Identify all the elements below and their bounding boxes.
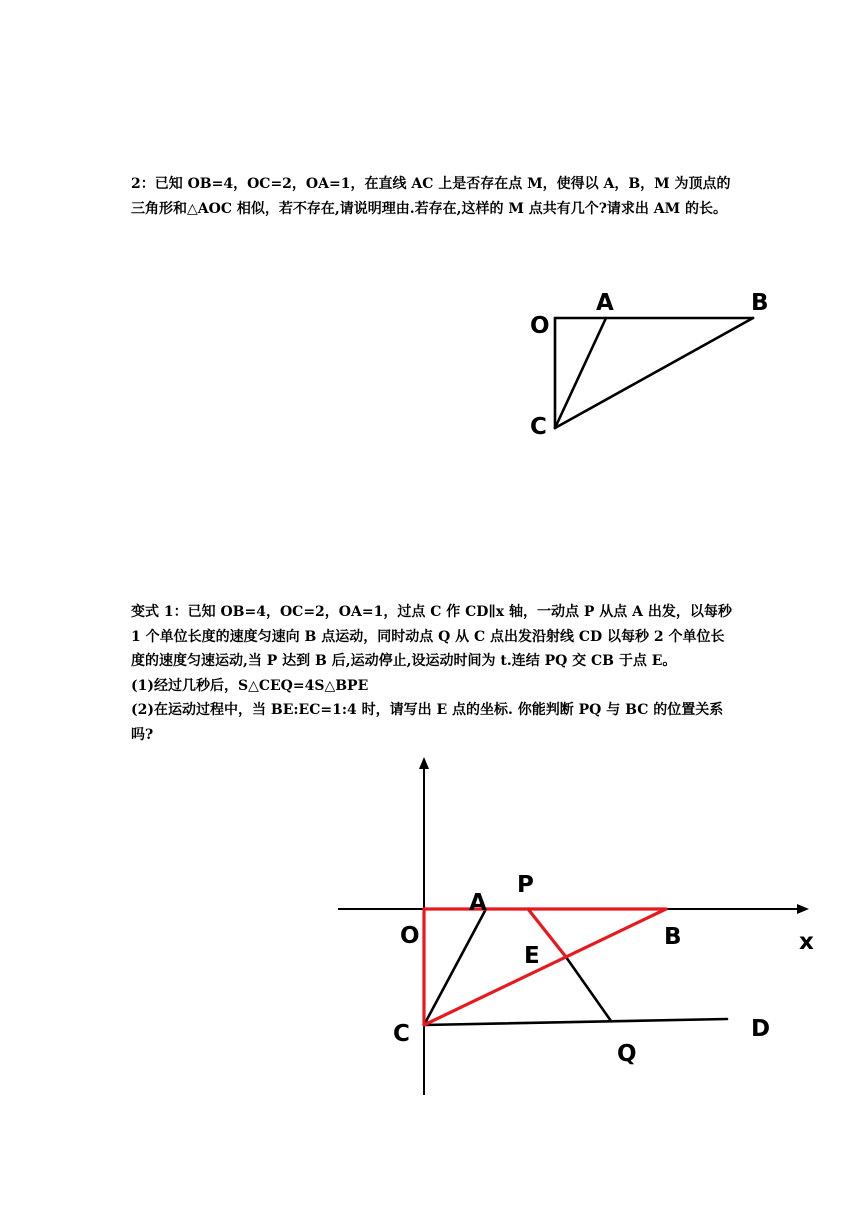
- label-c-2: C: [393, 1021, 410, 1047]
- variant-1-question-2: (2)在运动过程中，当 BE:EC=1:4 时，请写出 E 点的坐标. 你能判断 PQ 与 BC 的位置关系吗?: [131, 702, 724, 743]
- y-axis-arrow-icon: [419, 757, 429, 769]
- label-b-2: B: [664, 924, 682, 950]
- figure-2-highlight: [424, 909, 666, 1025]
- variant-1: [131, 600, 736, 747]
- segment-ac: [555, 318, 606, 428]
- figure-1-triangle: [555, 318, 753, 428]
- segment-eq: [566, 957, 611, 1021]
- segment-bc: [555, 318, 753, 428]
- label-a: A: [596, 290, 614, 316]
- x-axis-arrow-icon: [797, 904, 809, 914]
- label-c: C: [530, 414, 547, 440]
- variant-1-intro: 变式 1：已知 OB=4，OC=2，OA=1，过点 C 作 CD∥x 轴，一动点 P 从点 A 出发，以每秒 1 个单位长度的速度匀速向 B 点运动，同时动点 Q 从 C 点出发沿射线 CD 以每秒 2 个单位长度的速度匀速运动,当 P 达到 B 后,运动停止,设运动时间为 t.连结 PQ 交 CB 于点 E。: [131, 604, 732, 669]
- problem-2-text: 2：已知 OB=4，OC=2，OA=1，在直线 AC 上是否存在点 M，使得以 A，B，M 为顶点的三角形和△AOC 相似，若不存在,请说明理由.若存在,这样的 M 点共有几个?请求出 AM 的长。: [131, 176, 731, 217]
- label-e: E: [524, 943, 540, 969]
- label-o-2: O: [400, 923, 420, 949]
- segment-bc-red: [424, 909, 666, 1025]
- label-p: P: [517, 872, 534, 898]
- label-b: B: [751, 290, 769, 316]
- label-o: O: [530, 313, 550, 339]
- figure-2-segments: [424, 909, 727, 1025]
- label-d: D: [751, 1016, 771, 1042]
- label-x: x: [799, 929, 814, 955]
- segment-ac-2: [424, 909, 486, 1025]
- label-q: Q: [617, 1041, 637, 1067]
- label-a-2: A: [469, 890, 487, 916]
- variant-1-question-1: (1)经过几秒后，S△CEQ=4S△BPE: [131, 677, 369, 694]
- segment-cd: [424, 1019, 727, 1025]
